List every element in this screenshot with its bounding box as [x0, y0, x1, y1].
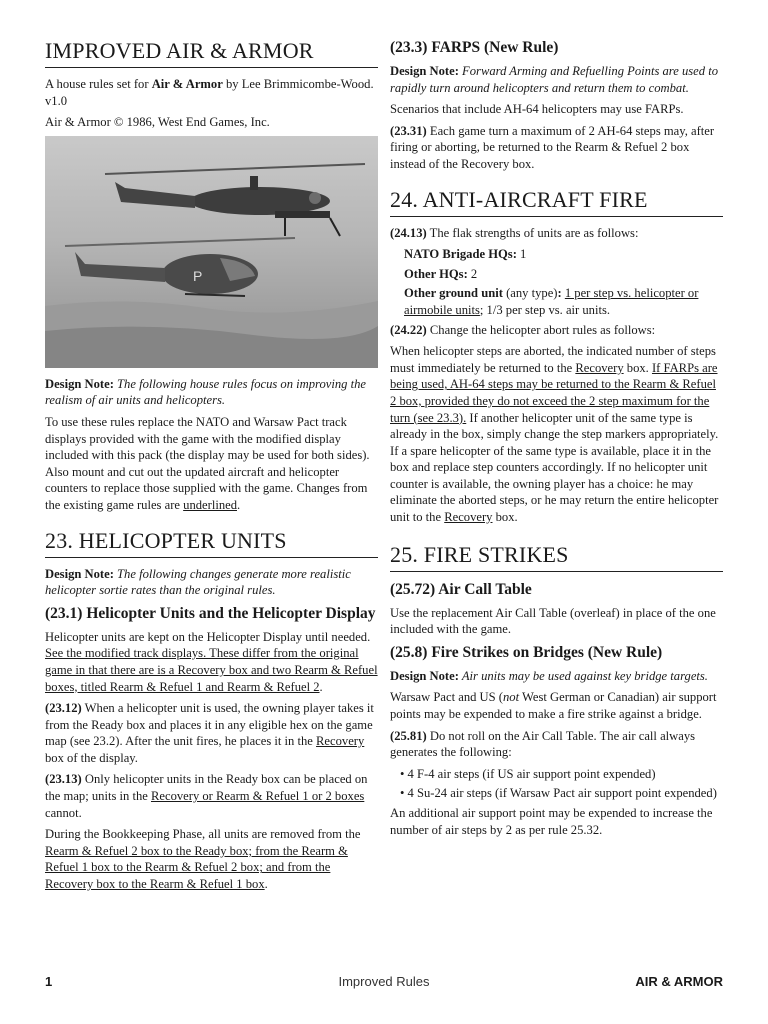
- bookkeeping-paragraph: During the Bookkeeping Phase, all units are removed from the Rearm & Refuel 2 box to the Ready box; from the Rearm & Refuel 1 box to the Rearm & Refuel 2 box; and from the Recovery box to the Rearm & Refuel 1 box.: [45, 827, 361, 892]
- rule-25-8-design-note: Design Note: Air units may be used against key bridge targets.: [390, 668, 708, 683]
- intro-paragraph: [45, 76, 378, 109]
- rule-23-1-title: (23.1) Helicopter Units and the Helicopter Display: [45, 604, 376, 622]
- rule-25-72-text: Use the replacement Air Call Table (overleaf) in place of the one included with the game.: [390, 605, 716, 637]
- page-number: 1: [45, 974, 53, 989]
- rule-25-8-title: (25.8) Fire Strikes on Bridges (New Rule): [390, 643, 663, 661]
- design-note: Design Note: The following house rules focus on improving the realism of air units and helicopters.: [45, 376, 367, 408]
- flak-other-hq: Other HQs: 2: [404, 266, 478, 281]
- page-footer: [45, 974, 723, 994]
- right-column: [390, 38, 723, 843]
- section-25-title: 25. FIRE STRIKES: [390, 542, 723, 572]
- page-title: IMPROVED AIR & ARMOR: [45, 38, 378, 68]
- rule-23-3-design-note: Design Note: Forward Arming and Refuelling Points are used to rapidly turn around helicopters and return them to combat.: [390, 64, 718, 95]
- bullet-su24: • 4 Su-24 air steps (if Warsaw Pact air support point expended): [400, 786, 717, 801]
- rule-25-8-text: Warsaw Pact and US (not West German or Canadian) air support points may be expended to make a fire strike against a bridge.: [390, 690, 717, 722]
- copyright-line: Air & Armor © 1986, West End Games, Inc.: [45, 115, 270, 130]
- section-23-design-note: Design Note: The following changes generate more realistic helicopter sortie rates than the original rules.: [45, 566, 351, 598]
- rule-23-3-text: Scenarios that include AH-64 helicopters may use FARPs.: [390, 102, 684, 117]
- svg-text:P: P: [193, 267, 203, 284]
- helicopter-photo: [45, 136, 378, 368]
- intro-author: by Lee Brimmicombe-Wood. v1.0: [45, 77, 374, 108]
- flak-ground: Other ground unit (any type): 1 per step vs. helicopter or airmobile units; 1/3 per step vs. air units.: [404, 286, 699, 317]
- rule-23-31: (23.31) Each game turn a maximum of 2 AH-64 steps may, after firing or aborting, be returned to the Rearm & Refuel 2 box instead of the Recovery box.: [390, 123, 715, 171]
- footer-center-text: Improved Rules: [338, 974, 430, 989]
- rule-23-12: (23.12) When a helicopter unit is used, the owning player takes it from the Ready box and places it in any eligible hex on the game map (see 23.2). After the unit fires, he places it in the Recovery box of the display.: [45, 701, 374, 765]
- section-23-title: 23. HELICOPTER UNITS: [45, 528, 378, 558]
- replacement-paragraph: To use these rules replace the NATO and Warsaw Pact track displays provided with the game with the modified display included with this pack (the display may be used for both sides). Also mount and cut out the updated aircraft and helicopter counters to replace those supplied with the game. Changes from the existing game rules are underlined.: [45, 414, 370, 512]
- rule-24-13: (24.13) The flak strengths of units are as follows:: [390, 225, 639, 240]
- bullet-f4: • 4 F-4 air steps (if US air support point expended): [400, 766, 656, 781]
- section-24-title: 24. ANTI-AIRCRAFT FIRE: [390, 187, 723, 217]
- rule-23-3-title: (23.3) FARPS (New Rule): [390, 39, 559, 56]
- left-column: [45, 38, 378, 898]
- rule-23-1-text: Helicopter units are kept on the Helicopter Display until needed. See the modified track displays. These differ from the original game in that there are is a Recovery box and two Rearm & Refuel boxes, titled Rearm & Refuel 1 and Rearm & Refuel 2.: [45, 629, 378, 694]
- rule-25-81: (25.81) Do not roll on the Air Call Table. The air call always generates the following:: [390, 728, 696, 760]
- rule-25-72-title: (25.72) Air Call Table: [390, 580, 532, 598]
- rule-23-13: (23.13) Only helicopter units in the Ready box can be placed on the map; units in the Recovery or Rearm & Refuel 1 or 2 boxes cannot.: [45, 772, 368, 820]
- rule-24-22: (24.22) Change the helicopter abort rules as follows:: [390, 322, 656, 337]
- game-name: Air & Armor: [151, 77, 223, 91]
- flak-nato: NATO Brigade HQs: 1: [404, 247, 527, 262]
- additional-air-support: An additional air support point may be expended to increase the number of air steps by 2 as per rule 25.32.: [390, 806, 713, 837]
- footer-game-title: AIR & ARMOR: [635, 974, 723, 989]
- abort-paragraph: When helicopter steps are aborted, the indicated number of steps must immediately be returned to the Recovery box. If FARPs are being used, AH-64 steps may be returned to the Rearm & Refuel 2 box, provided they do not exceed the 2 step maximum for the turn (see 23.3). If another helicopter unit of the same type is already in the box, simply change the step markers appropriately. If a spare helicopter of the same type is available, place it in the box and replace step counters accordingly. If no helicopter unit counter is available, the owning player has a choice: he may eliminate the aborted steps, or he may return the entire helicopter unit to the Recovery box.: [390, 344, 719, 525]
- intro-text: A house rules set for: [45, 77, 152, 91]
